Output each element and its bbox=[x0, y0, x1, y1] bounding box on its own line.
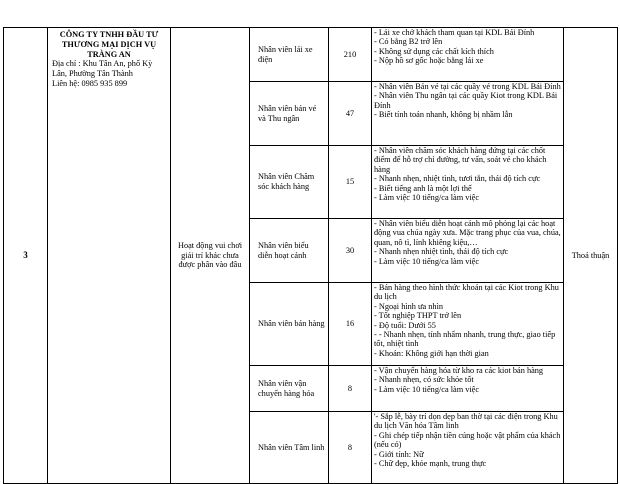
company-address: Địa chỉ : Khu Tân An, phố Kỳ Lân, Phường Tân Thành bbox=[52, 59, 153, 79]
position-title: Nhân viên Tâm linh bbox=[258, 442, 325, 452]
requirement-line: - Bán hàng theo hình thức khoán tại các Kiot trong Khu du lịch bbox=[374, 283, 559, 302]
activity-cell bbox=[171, 28, 250, 484]
position-title: Nhân viên vận chuyển hàng hóa bbox=[258, 378, 315, 398]
requirement-line: - Độ tuổi: Dưới 55 bbox=[374, 320, 436, 330]
requirement-line: - Nhân viên Thu ngân tại các quầy Kiot trong KDL Bái Đính bbox=[374, 91, 558, 110]
position-quantity: 8 bbox=[347, 442, 353, 452]
requirements-cell bbox=[372, 28, 564, 82]
requirement-line: - Nộp hồ sơ gốc hoặc bằng lái xe bbox=[374, 56, 484, 66]
position-cell bbox=[250, 28, 329, 82]
requirements-cell bbox=[372, 412, 564, 484]
quantity-cell bbox=[329, 82, 372, 146]
quantity-cell bbox=[329, 283, 372, 366]
requirements-cell bbox=[372, 283, 564, 366]
company-cell bbox=[48, 28, 171, 484]
requirement-line: - Làm việc 10 tiếng/ca làm việc bbox=[374, 193, 480, 203]
requirements-cell bbox=[372, 366, 564, 412]
quantity-cell bbox=[329, 219, 372, 283]
position-quantity: 8 bbox=[347, 383, 353, 393]
company-name: CÔNG TY TNHH ĐẦU TƯ THƯƠNG MẠI DỊCH VỤ TRÀNG AN bbox=[59, 30, 159, 59]
requirements-cell bbox=[372, 219, 564, 283]
recruitment-table bbox=[3, 27, 618, 484]
position-title: Nhân viên bán hàng bbox=[258, 319, 325, 329]
row-number-cell bbox=[4, 28, 48, 484]
requirement-line: - Khoán: Không giới hạn thời gian bbox=[374, 348, 489, 358]
position-cell bbox=[250, 412, 329, 484]
table-row bbox=[4, 28, 618, 82]
requirement-line: '- Sắp lễ, bày trí dọn dẹp ban thờ tại các điện trong Khu du lịch Văn hóa Tâm linh bbox=[374, 412, 558, 431]
position-quantity: 30 bbox=[345, 245, 355, 255]
requirement-line: - Nhanh nhẹn nhiệt tình, thái độ tích cực bbox=[374, 247, 509, 257]
requirement-line: - Nhân viên biểu diễn hoạt cảnh mô phỏng lại các hoạt động vua chúa ngày xưa. Mặc trang phục của vua, chúa, quan, nô tì, lính khiêng kiệu,… bbox=[374, 219, 561, 247]
row-number: 3 bbox=[23, 249, 28, 260]
position-cell bbox=[250, 82, 329, 146]
quantity-cell bbox=[329, 366, 372, 412]
salary-value: Thoả thuận bbox=[571, 250, 610, 260]
position-title: Nhân viên lái xe điện bbox=[258, 44, 313, 64]
requirement-line: - Nhân viên Bán vé tại các quầy vé trong KDL Bái Đính bbox=[374, 82, 561, 91]
position-quantity: 16 bbox=[345, 319, 355, 329]
salary-cell bbox=[564, 28, 618, 484]
requirement-line: - Nhanh nhẹn, có sức khỏe tốt bbox=[374, 375, 474, 385]
position-title: Nhân viên Chăm sóc khách hàng bbox=[258, 172, 315, 191]
requirement-line: - Ghi chép tiếp nhận tiền cúng hoặc vật phẩm của khách (nếu có) bbox=[374, 430, 561, 450]
position-cell bbox=[250, 283, 329, 366]
position-cell bbox=[250, 219, 329, 283]
requirement-line: - Vận chuyển hàng hóa từ kho ra các kiot bán hàng bbox=[374, 366, 544, 375]
requirement-line: - Không sử dụng các chất kích thích bbox=[374, 46, 494, 56]
requirement-line: - Có bằng B2 trở lên bbox=[374, 37, 443, 47]
requirement-line: - Biết tính toán nhanh, không bị nhầm lẫn bbox=[374, 110, 513, 120]
requirements-cell bbox=[372, 146, 564, 219]
requirement-line: - Nhanh nhẹn, nhiệt tình, tươi tắn, thái độ tích cực bbox=[374, 174, 541, 184]
position-quantity: 15 bbox=[345, 177, 355, 187]
position-quantity: 210 bbox=[343, 49, 357, 59]
requirement-line: - Biết tiếng anh là một lợi thế bbox=[374, 183, 472, 193]
requirement-line: - Tốt nghiệp THPT trở lên bbox=[374, 311, 462, 321]
quantity-cell bbox=[329, 146, 372, 219]
requirements-cell bbox=[372, 82, 564, 146]
requirement-line: - Nhân viên chăm sóc khách hàng đứng tại các chốt điểm để hỗ trợ chỉ đường, tư vấn, soát vé cho khách hàng bbox=[374, 146, 547, 174]
requirement-line: - Lái xe chở khách tham quan tại KDL Bái Đính bbox=[374, 28, 535, 37]
requirement-line: - Chữ đẹp, khỏe mạnh, trung thực bbox=[374, 459, 487, 469]
requirement-line: - Làm việc 10 tiếng/ca làm việc bbox=[374, 256, 480, 266]
quantity-cell bbox=[329, 412, 372, 484]
requirement-line: - Giới tính: Nữ bbox=[374, 449, 424, 459]
business-activity: Hoạt động vui chơi giải trí khác chưa được phân vào đâu bbox=[177, 241, 243, 270]
quantity-cell bbox=[329, 28, 372, 82]
position-title: Nhân viên bán vé và Thu ngân bbox=[258, 103, 317, 123]
position-cell bbox=[250, 146, 329, 219]
company-contact: Liên hệ: 0985 935 899 bbox=[52, 79, 128, 89]
requirement-line: - - Nhanh nhẹn, tính nhẩm nhanh, trung thực, giao tiếp tốt, nhiệt tình bbox=[374, 330, 556, 349]
position-cell bbox=[250, 366, 329, 412]
requirement-line: - Ngoại hình ưa nhìn bbox=[374, 301, 444, 311]
requirement-line: - Làm việc 10 tiếng/ca làm việc bbox=[374, 384, 480, 394]
position-quantity: 47 bbox=[345, 108, 355, 118]
position-title: Nhân viên biểu diễn hoạt cảnh bbox=[258, 240, 309, 260]
